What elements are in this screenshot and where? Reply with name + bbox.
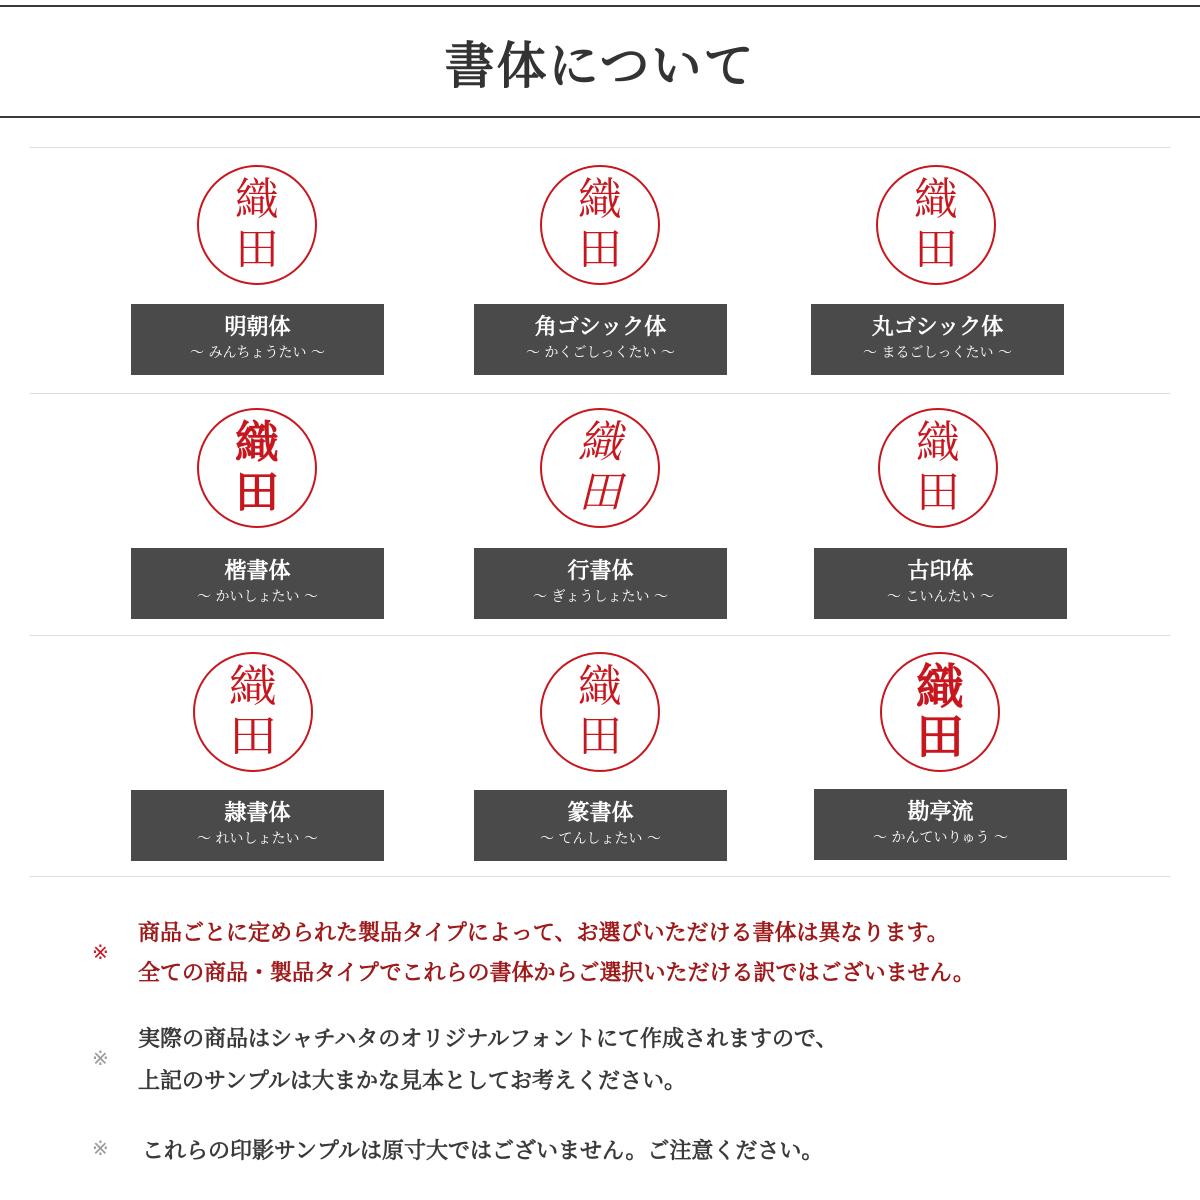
row-divider — [30, 147, 1170, 148]
note-line: 全ての商品・製品タイプでこれらの書体からご選択いただける訳ではございません。 — [138, 960, 975, 986]
font-name: 角ゴシック体 — [534, 314, 667, 340]
font-name: 楷書体 — [224, 558, 291, 584]
stamp-impression — [197, 408, 317, 528]
note-line: 上記のサンプルは大まかな見本としてお考えください。 — [138, 1068, 687, 1094]
stamp-char: 田 — [235, 224, 279, 275]
font-reading: 〜 こいんたい 〜 — [887, 589, 994, 605]
font-name: 勘亭流 — [907, 799, 974, 825]
stamp-char: 織 — [578, 661, 622, 712]
font-reading: 〜 かんていりゅう 〜 — [873, 830, 1008, 846]
font-name: 篆書体 — [567, 800, 634, 826]
font-label — [474, 304, 727, 375]
font-label — [814, 548, 1067, 619]
note-mark: ※ — [92, 1136, 109, 1160]
stamp-impression — [540, 165, 660, 285]
note-mark: ※ — [92, 1046, 109, 1070]
stamp-char: 田 — [915, 709, 964, 765]
stamp-char: 田 — [914, 224, 958, 275]
font-name: 丸ゴシック体 — [871, 314, 1004, 340]
stamp-impression — [540, 408, 660, 528]
font-reading: 〜 かくごしっくたい 〜 — [526, 345, 675, 361]
stamp-char: 田 — [578, 224, 622, 275]
font-label — [814, 789, 1067, 860]
row-divider — [30, 393, 1170, 394]
stamp-impression — [878, 408, 998, 528]
stamp-char: 織 — [228, 662, 278, 711]
stamp-impression — [193, 652, 313, 772]
stamp-char: 田 — [235, 467, 279, 518]
note-mark: ※ — [92, 940, 109, 964]
stamp-char: 織 — [915, 659, 964, 715]
stamp-char: 織 — [914, 174, 958, 225]
stamp-char: 織 — [578, 174, 622, 225]
font-reading: 〜 ぎょうしょたい 〜 — [533, 589, 668, 605]
note-line: これらの印影サンプルは原寸大ではございません。ご注意ください。 — [142, 1138, 824, 1164]
font-name: 行書体 — [567, 558, 634, 584]
row-divider — [30, 876, 1170, 877]
note-line: 実際の商品はシャチハタのオリジナルフォントにて作成されますので、 — [138, 1026, 838, 1052]
font-name: 明朝体 — [224, 314, 291, 340]
stamp-char: 織 — [235, 174, 279, 225]
stamp-impression — [197, 165, 317, 285]
stamp-char: 織 — [916, 417, 960, 468]
font-label — [131, 304, 384, 375]
stamp-impression — [876, 165, 996, 285]
stamp-char: 織 — [578, 417, 622, 468]
font-label — [811, 304, 1064, 375]
stamp-char: 織 — [235, 417, 279, 468]
font-reading: 〜 れいしょたい 〜 — [197, 831, 318, 847]
font-label — [131, 548, 384, 619]
stamp-impression — [880, 652, 1000, 772]
stamp-impression — [540, 652, 660, 772]
font-name: 古印体 — [907, 558, 974, 584]
stamp-char: 田 — [578, 711, 622, 762]
row-divider — [30, 635, 1170, 636]
font-reading: 〜 みんちょうたい 〜 — [190, 345, 325, 361]
note-line: 商品ごとに定められた製品タイプによって、お選びいただける書体は異なります。 — [138, 920, 949, 946]
font-label — [474, 790, 727, 861]
font-name: 隷書体 — [224, 800, 291, 826]
page-title: 書体について — [444, 36, 756, 95]
stamp-char: 田 — [578, 467, 622, 518]
font-label — [474, 548, 727, 619]
title-rule — [0, 116, 1200, 118]
font-reading: 〜 かいしょたい 〜 — [197, 589, 318, 605]
top-rule — [0, 5, 1200, 7]
stamp-char: 田 — [228, 712, 278, 761]
font-reading: 〜 まるごしっくたい 〜 — [863, 345, 1012, 361]
stamp-char: 田 — [916, 467, 960, 518]
font-label — [131, 790, 384, 861]
font-reading: 〜 てんしょたい 〜 — [540, 831, 661, 847]
